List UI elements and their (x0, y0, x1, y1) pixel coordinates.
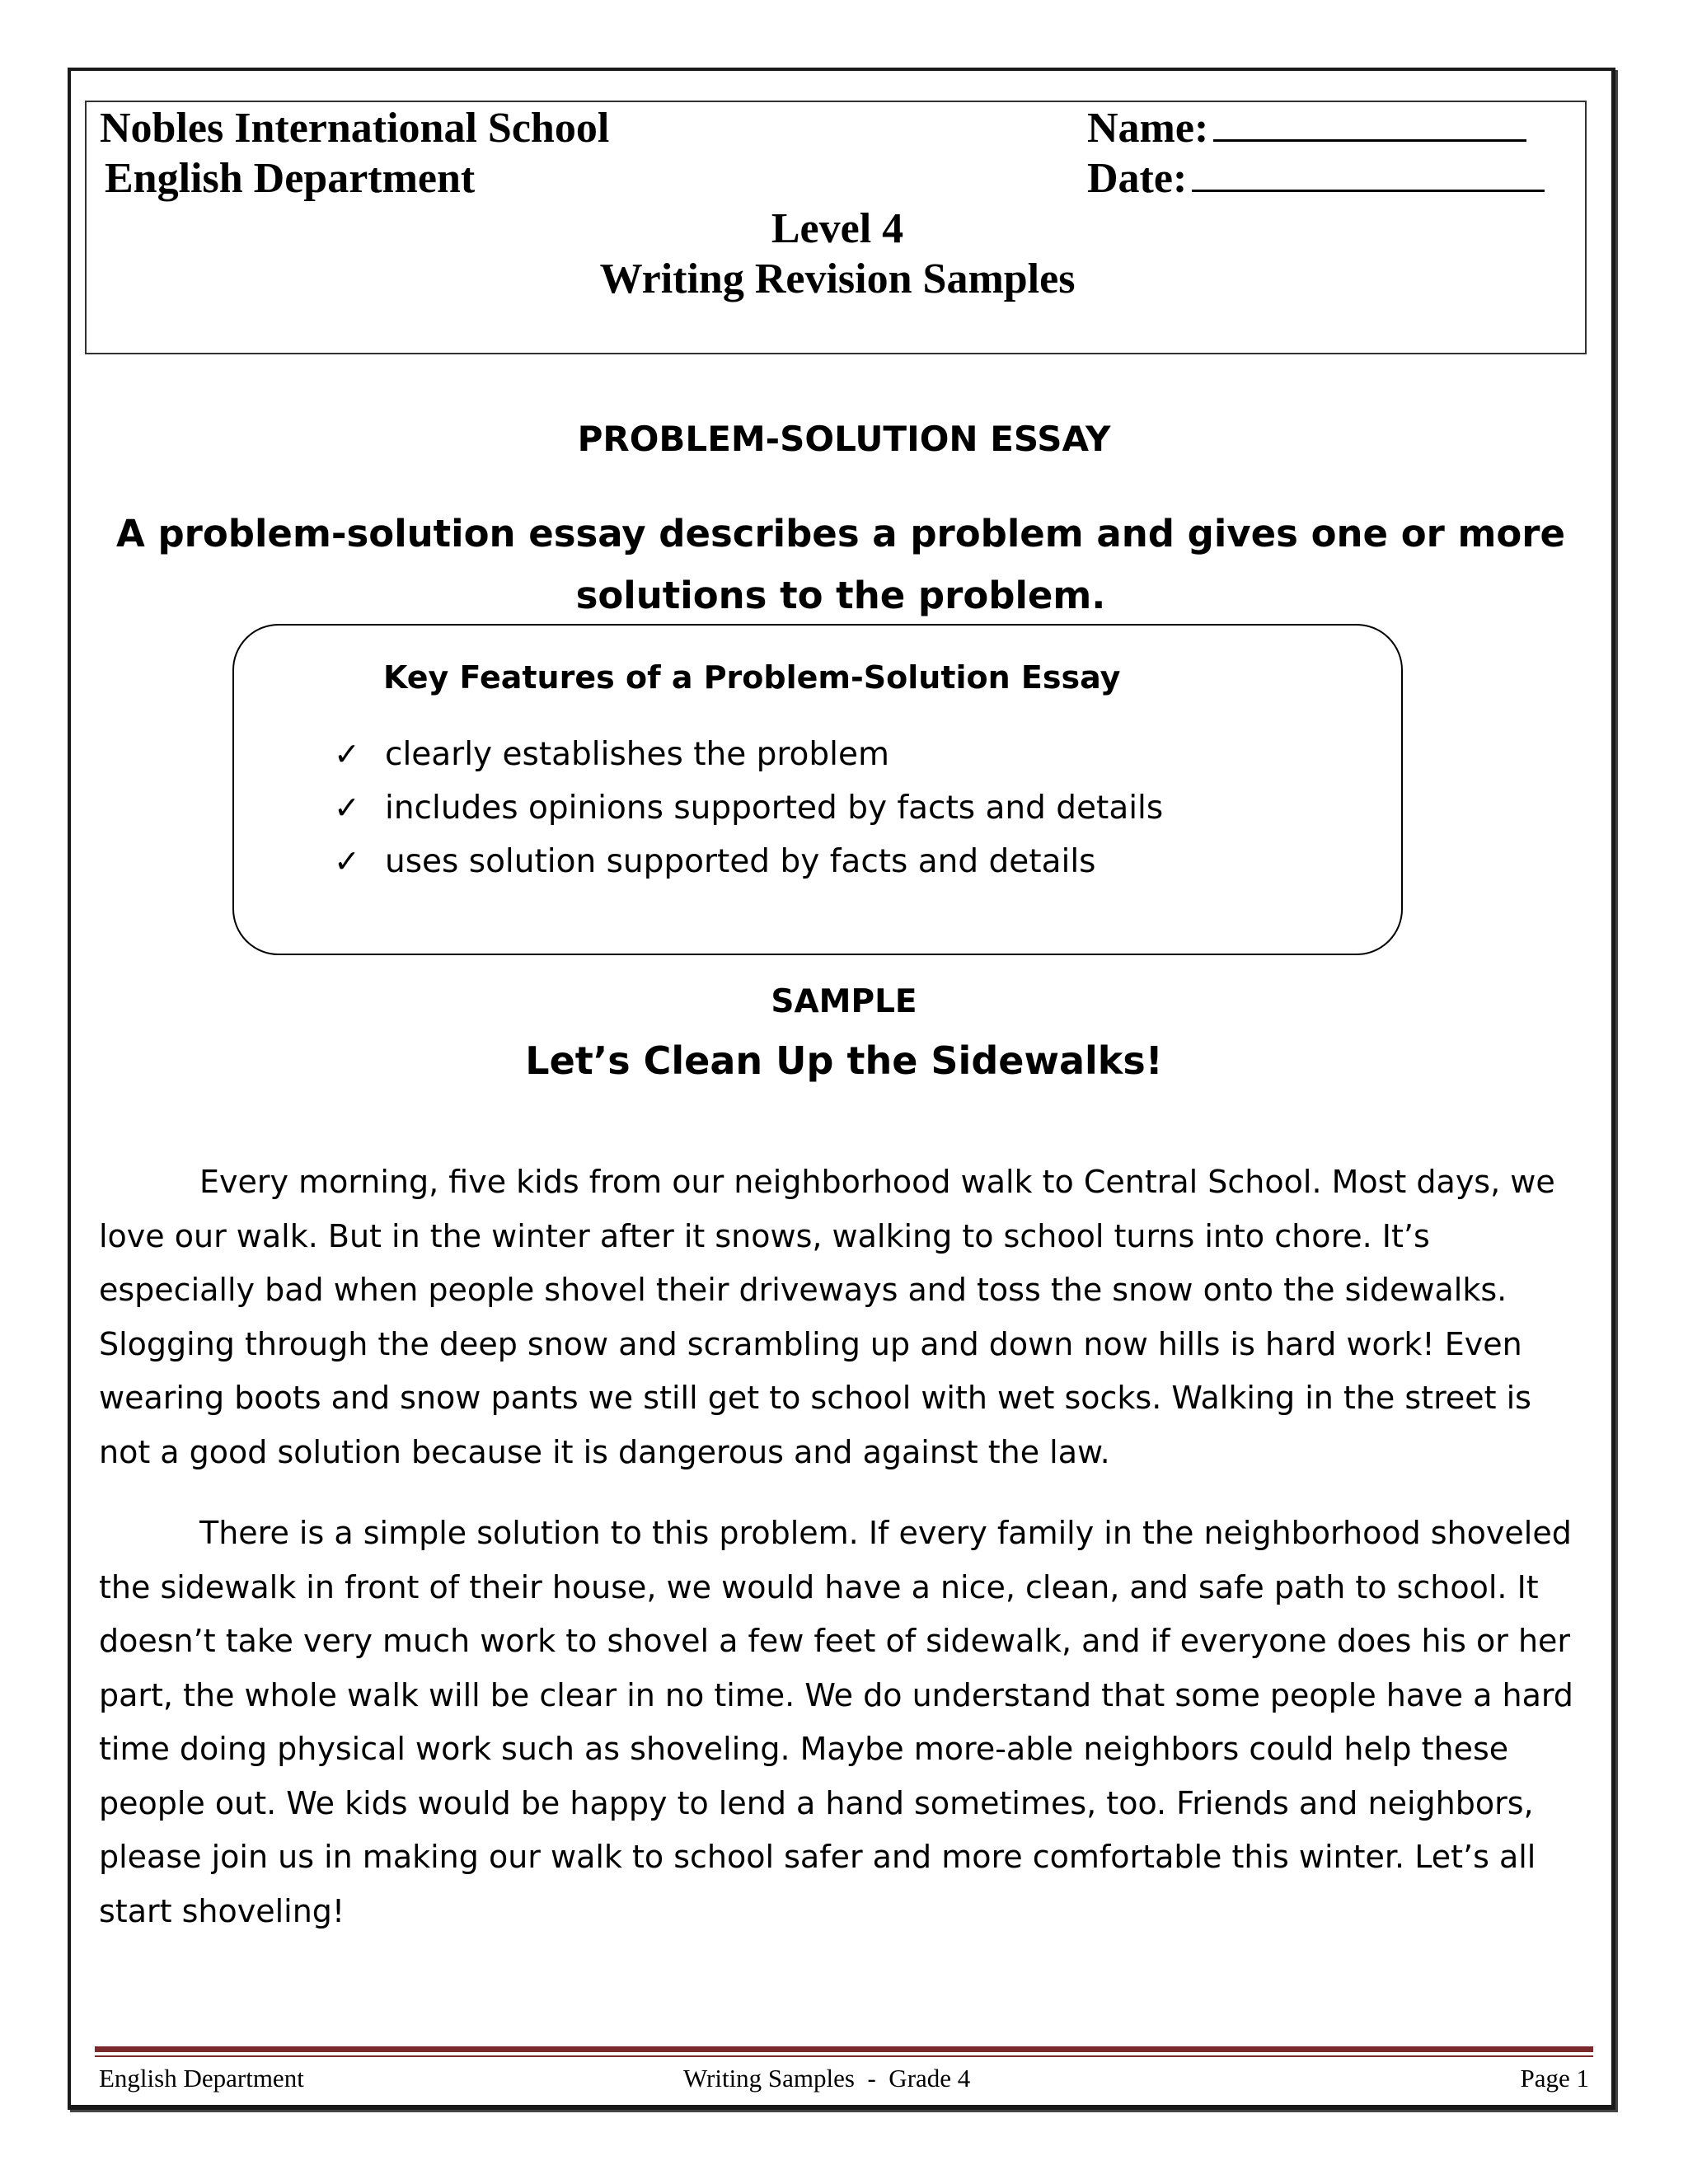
feature-item (334, 790, 1163, 827)
name-blank-line[interactable] (1213, 138, 1526, 142)
essay-type-title: PROBLEM-SOLUTION ESSAY (577, 419, 1111, 459)
checkmark-icon: ✓ (334, 790, 360, 826)
name-field (1087, 107, 1526, 150)
date-field (1087, 157, 1545, 200)
date-blank-line[interactable] (1192, 189, 1545, 192)
footer-center: Writing Samples - Grade 4 (683, 2064, 971, 2093)
name-label: Name: (1087, 105, 1209, 152)
essay-paragraph: Every morning, five kids from our neighborhood walk to Central School. Most days, we love our walk. But in the winter after it snows, walking to school turns into chore. It’s especially bad when people shovel their driveways and toss the snow onto the sidewalks. Slogging through the deep snow and scrambling up and down now hills is hard work! Even wearing boots and snow pants we still get to school with wet socks. Walking in the street is not a good solution because it is dangerous and against the law. (99, 1164, 1555, 1470)
footer-divider (95, 2046, 1593, 2052)
feature-text: clearly establishes the problem (385, 736, 889, 773)
page-number: Page 1 (1520, 2064, 1589, 2093)
department-name: English Department (105, 155, 476, 202)
footer-left: English Department (99, 2064, 304, 2093)
essay-paragraph: There is a simple solution to this problem. If every family in the neighborhood shoveled the sidewalk in front of their house, we would have a nice, clean, and safe path to school. It doesn’t take very much work to shovel a few feet of sidewalk, and if everyone does his or her part, the whole walk will be clear in no time. We do understand that some people have a hard time doing physical work such as shoveling. Maybe more-able neighbors could help these people out. We kids would be happy to lend a hand sometimes, too. Friends and neighbors, please join us in making our walk to school safer and more comfortable this winter. Let’s all start shoveling! (99, 1515, 1573, 1929)
footer-divider-thin (95, 2055, 1593, 2057)
feature-item (334, 736, 889, 773)
document-subtitle: Writing Revision Samples (599, 255, 1076, 302)
feature-text: includes opinions supported by facts and details (385, 790, 1164, 827)
feature-item (334, 843, 1095, 880)
sample-label: SAMPLE (771, 983, 917, 1020)
header-box (85, 101, 1587, 354)
level-label: Level 4 (771, 205, 904, 252)
school-name: Nobles International School (100, 105, 610, 152)
essay-title: Let’s Clean Up the Sidewalks! (525, 1038, 1163, 1083)
checkmark-icon: ✓ (334, 736, 360, 772)
key-features-heading: Key Features of a Problem-Solution Essay (383, 659, 1121, 696)
feature-text: uses solution supported by facts and details (385, 843, 1096, 880)
essay-definition: A problem-solution essay describes a problem and gives one or more solutions to the problem. (115, 512, 1566, 617)
date-label: Date: (1087, 155, 1188, 202)
checkmark-icon: ✓ (334, 843, 360, 879)
